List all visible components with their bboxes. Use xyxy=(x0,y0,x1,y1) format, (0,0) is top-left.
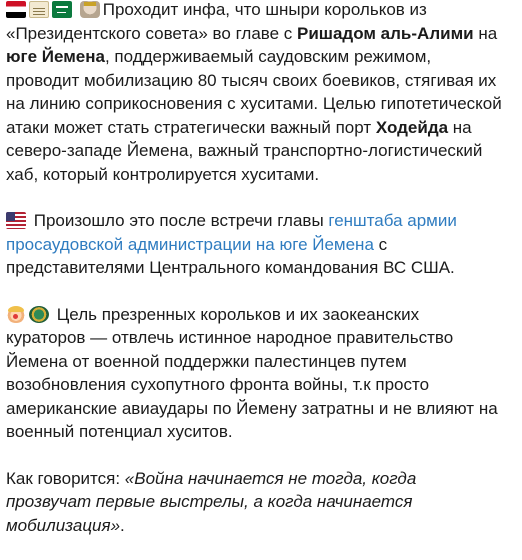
clown-icon xyxy=(6,306,26,323)
emblem-icon xyxy=(29,306,49,323)
p4-text-1: Как говорится: xyxy=(6,468,125,488)
quote-text: «Война начинается не тогда, когда прозвучат первые выстрелы, а когда начинается мобилизация» xyxy=(6,468,417,535)
p1-bold-south-yemen: юге Йемена xyxy=(6,47,105,66)
scroll-icon xyxy=(29,1,49,18)
p1-bold-name: Ришадом аль-Алими xyxy=(297,23,474,43)
p2-text-1: Произошло это после встречи главы xyxy=(29,211,329,230)
flag-usa-icon xyxy=(6,212,26,229)
p1-text-1: Проходит инфа, что шныри корольков из «Президентского совета» во главе с xyxy=(6,0,427,43)
king-icon xyxy=(80,1,100,18)
paragraph-4 xyxy=(6,467,502,538)
paragraph-1 xyxy=(6,0,502,186)
general-staff-link[interactable]: генштаба армии просаудовской администрации на юге Йемена xyxy=(6,211,457,254)
flag-yemen-icon xyxy=(6,1,26,18)
p1-text-3: , поддерживаемый саудовским режимом, проводит мобилизацию 80 тысяч своих боевиков, стягивая их на линию соприкосновения с хуситами. Целью гипотетической атаки может стать стратегически важный порт xyxy=(6,47,502,137)
p1-text-2: на xyxy=(473,23,498,43)
paragraph-2 xyxy=(6,209,502,280)
p1-bold-hodeidah: Ходейда xyxy=(375,117,449,137)
p3-text-1: Цель презренных корольков и их заокеанских кураторов — отвлечь истинное народное правительство Йемена от военной поддержки палестинцев путем возобновления сухопутного фронта войны, т.к просто американские авиаудары по Йемену затратны и не влияют на военный потенциал хуситов. xyxy=(6,304,498,441)
paragraph-3 xyxy=(6,303,502,444)
p2-text-2: с представителями Центрального командования ВС США. xyxy=(6,234,455,277)
p1-text-4: на северо-западе Йемена, важный транспортно-логистический хаб, который контролируется хуситами. xyxy=(6,117,483,184)
flag-saudi-icon xyxy=(52,1,72,18)
p4-text-2: . xyxy=(120,515,125,535)
